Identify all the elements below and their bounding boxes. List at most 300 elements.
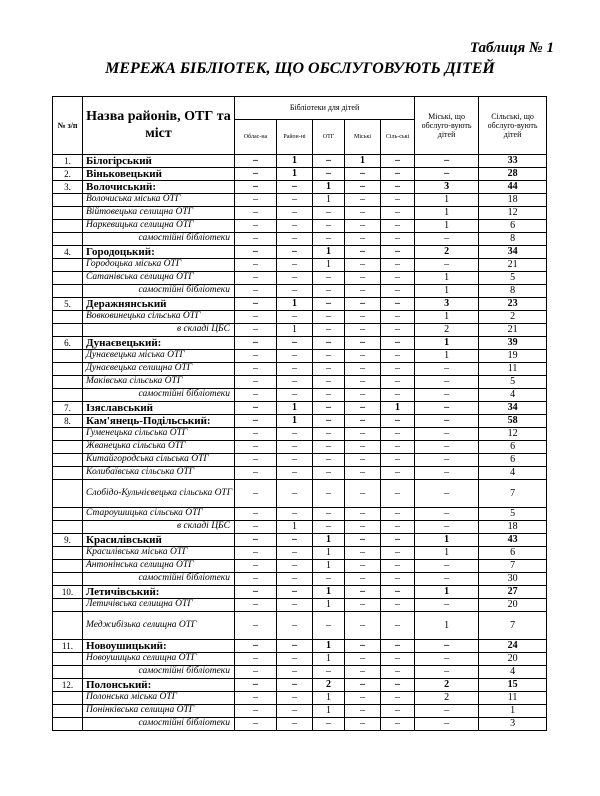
row-value: – bbox=[235, 428, 277, 441]
row-value: 1 bbox=[415, 285, 479, 298]
row-value: – bbox=[415, 363, 479, 376]
table-row bbox=[53, 705, 547, 718]
row-name: в складі ЦБС bbox=[83, 521, 235, 534]
row-value: – bbox=[235, 415, 277, 428]
row-value: – bbox=[235, 640, 277, 653]
row-value: – bbox=[345, 415, 381, 428]
row-name: Кам'янець-Подільський: bbox=[83, 415, 235, 428]
row-value: – bbox=[415, 233, 479, 246]
row-name: Красилівська міська ОТГ bbox=[83, 547, 235, 560]
row-value: – bbox=[277, 337, 313, 350]
row-value: – bbox=[235, 194, 277, 207]
row-value: 1 bbox=[415, 337, 479, 350]
row-value: – bbox=[313, 311, 345, 324]
row-value: – bbox=[313, 718, 345, 731]
row-value: – bbox=[381, 653, 415, 666]
row-name: Китайгородська сільська ОТГ bbox=[83, 454, 235, 467]
row-value: – bbox=[313, 233, 345, 246]
row-value: – bbox=[235, 467, 277, 480]
row-value: – bbox=[381, 272, 415, 285]
table-row bbox=[53, 259, 547, 272]
header-name: Назва районів, ОТГ та міст bbox=[83, 97, 235, 155]
table-row bbox=[53, 194, 547, 207]
row-number: 4. bbox=[53, 246, 83, 259]
row-number bbox=[53, 389, 83, 402]
table-row bbox=[53, 508, 547, 521]
row-value: – bbox=[235, 233, 277, 246]
row-name: Маківська сільська ОТГ bbox=[83, 376, 235, 389]
row-value: – bbox=[277, 376, 313, 389]
table-row bbox=[53, 376, 547, 389]
row-value: – bbox=[345, 220, 381, 233]
row-value: 1 bbox=[415, 272, 479, 285]
row-value: – bbox=[381, 350, 415, 363]
row-value: 1 bbox=[313, 181, 345, 194]
row-value: 1 bbox=[313, 705, 345, 718]
row-value: – bbox=[381, 441, 415, 454]
row-value: – bbox=[415, 705, 479, 718]
row-value: 1 bbox=[277, 168, 313, 181]
row-value: – bbox=[415, 415, 479, 428]
row-value: – bbox=[235, 679, 277, 692]
row-value: – bbox=[415, 653, 479, 666]
table-row bbox=[53, 640, 547, 653]
row-value: 1 bbox=[313, 640, 345, 653]
row-value: 1 bbox=[277, 155, 313, 168]
row-name: Понінківська селищна ОТГ bbox=[83, 705, 235, 718]
row-value: 1 bbox=[415, 534, 479, 547]
row-value: 1 bbox=[313, 547, 345, 560]
row-number bbox=[53, 599, 83, 612]
table-row bbox=[53, 220, 547, 233]
row-value: – bbox=[381, 194, 415, 207]
table-row bbox=[53, 441, 547, 454]
row-value: 1 bbox=[415, 207, 479, 220]
row-value: 1 bbox=[381, 402, 415, 415]
row-value: – bbox=[277, 653, 313, 666]
row-value: – bbox=[235, 220, 277, 233]
row-value: – bbox=[381, 337, 415, 350]
row-value: – bbox=[381, 363, 415, 376]
row-number bbox=[53, 521, 83, 534]
row-value: – bbox=[277, 233, 313, 246]
row-number bbox=[53, 441, 83, 454]
row-value: – bbox=[313, 612, 345, 640]
row-value: – bbox=[345, 586, 381, 599]
row-value: – bbox=[415, 441, 479, 454]
row-number bbox=[53, 666, 83, 679]
row-name: Красилівський bbox=[83, 534, 235, 547]
table-number: Таблиця № 1 bbox=[469, 40, 554, 56]
row-value: 3 bbox=[415, 298, 479, 311]
row-value: – bbox=[381, 599, 415, 612]
row-number bbox=[53, 233, 83, 246]
row-number bbox=[53, 194, 83, 207]
row-value: – bbox=[313, 155, 345, 168]
row-value: – bbox=[235, 207, 277, 220]
row-value: – bbox=[235, 389, 277, 402]
row-name: Полонський: bbox=[83, 679, 235, 692]
row-value: – bbox=[235, 155, 277, 168]
row-name: в складі ЦБС bbox=[83, 324, 235, 337]
row-value: 43 bbox=[479, 534, 547, 547]
row-value: – bbox=[345, 376, 381, 389]
libraries-table bbox=[52, 96, 547, 731]
row-value: – bbox=[277, 480, 313, 508]
row-value: – bbox=[235, 480, 277, 508]
row-value: – bbox=[345, 612, 381, 640]
row-value: – bbox=[277, 350, 313, 363]
row-value: – bbox=[381, 389, 415, 402]
row-value: – bbox=[415, 560, 479, 573]
row-name: Полонська міська ОТГ bbox=[83, 692, 235, 705]
row-value: 1 bbox=[313, 560, 345, 573]
row-name: самостійні бібліотеки bbox=[83, 573, 235, 586]
row-name: Гуменецька сільська ОТГ bbox=[83, 428, 235, 441]
row-value: – bbox=[235, 653, 277, 666]
row-value: – bbox=[415, 389, 479, 402]
header-otg: ОТГ bbox=[313, 120, 345, 155]
row-number bbox=[53, 705, 83, 718]
row-value: 1 bbox=[277, 324, 313, 337]
row-value: 1 bbox=[415, 311, 479, 324]
row-value: – bbox=[277, 718, 313, 731]
row-value: – bbox=[235, 508, 277, 521]
row-value: – bbox=[277, 389, 313, 402]
row-value: – bbox=[345, 350, 381, 363]
row-value: 5 bbox=[479, 508, 547, 521]
row-value: 1 bbox=[277, 521, 313, 534]
table-row bbox=[53, 337, 547, 350]
row-number bbox=[53, 285, 83, 298]
row-value: – bbox=[381, 705, 415, 718]
row-value: – bbox=[345, 705, 381, 718]
row-number bbox=[53, 692, 83, 705]
row-value: – bbox=[277, 508, 313, 521]
row-value: 8 bbox=[479, 233, 547, 246]
row-value: – bbox=[381, 220, 415, 233]
row-value: – bbox=[381, 233, 415, 246]
table-row bbox=[53, 233, 547, 246]
row-value: – bbox=[277, 441, 313, 454]
row-value: – bbox=[235, 573, 277, 586]
row-value: – bbox=[235, 272, 277, 285]
row-value: – bbox=[277, 534, 313, 547]
table-row bbox=[53, 666, 547, 679]
row-value: – bbox=[277, 272, 313, 285]
page-title: МЕРЕЖА БІБЛІОТЕК, ЩО ОБСЛУГОВУЮТЬ ДІТЕЙ bbox=[105, 60, 495, 77]
row-number bbox=[53, 350, 83, 363]
row-value: – bbox=[235, 705, 277, 718]
row-value: – bbox=[313, 207, 345, 220]
row-value: – bbox=[277, 259, 313, 272]
row-name: Меджибізька селищна ОТГ bbox=[83, 612, 235, 640]
row-number bbox=[53, 454, 83, 467]
row-value: – bbox=[235, 534, 277, 547]
table-row bbox=[53, 272, 547, 285]
row-value: 5 bbox=[479, 376, 547, 389]
row-value: – bbox=[381, 415, 415, 428]
table-row bbox=[53, 573, 547, 586]
row-value: – bbox=[313, 337, 345, 350]
row-value: – bbox=[345, 311, 381, 324]
row-name: Деражнянський bbox=[83, 298, 235, 311]
row-value: 6 bbox=[479, 547, 547, 560]
row-value: – bbox=[345, 363, 381, 376]
row-value: – bbox=[345, 285, 381, 298]
row-value: – bbox=[345, 599, 381, 612]
table-row bbox=[53, 612, 547, 640]
row-value: 18 bbox=[479, 194, 547, 207]
row-number: 5. bbox=[53, 298, 83, 311]
row-number bbox=[53, 207, 83, 220]
row-value: 34 bbox=[479, 402, 547, 415]
row-value: 15 bbox=[479, 679, 547, 692]
row-value: – bbox=[277, 207, 313, 220]
row-value: – bbox=[277, 220, 313, 233]
row-value: – bbox=[381, 467, 415, 480]
row-value: – bbox=[277, 363, 313, 376]
row-name: Жванецька сільська ОТГ bbox=[83, 441, 235, 454]
row-value: 12 bbox=[479, 207, 547, 220]
row-value: – bbox=[277, 181, 313, 194]
row-name: Ізяславський bbox=[83, 402, 235, 415]
row-value: – bbox=[381, 155, 415, 168]
row-value: – bbox=[345, 480, 381, 508]
row-name: Білогірський bbox=[83, 155, 235, 168]
row-value: – bbox=[381, 692, 415, 705]
row-value: 2 bbox=[415, 246, 479, 259]
row-name: Летичівський: bbox=[83, 586, 235, 599]
row-value: – bbox=[235, 363, 277, 376]
row-value: – bbox=[381, 428, 415, 441]
row-number: 6. bbox=[53, 337, 83, 350]
table-row bbox=[53, 480, 547, 508]
row-number bbox=[53, 272, 83, 285]
row-value: – bbox=[313, 376, 345, 389]
table-row bbox=[53, 168, 547, 181]
row-value: – bbox=[381, 666, 415, 679]
table-row bbox=[53, 181, 547, 194]
row-name: Волочиська міська ОТГ bbox=[83, 194, 235, 207]
row-value: – bbox=[415, 599, 479, 612]
table-row bbox=[53, 679, 547, 692]
row-name: самостійні бібліотеки bbox=[83, 233, 235, 246]
row-name: Летичівська селищна ОТГ bbox=[83, 599, 235, 612]
row-value: – bbox=[277, 612, 313, 640]
row-value: – bbox=[415, 155, 479, 168]
row-number bbox=[53, 376, 83, 389]
row-value: – bbox=[345, 653, 381, 666]
row-value: – bbox=[277, 666, 313, 679]
row-value: – bbox=[235, 376, 277, 389]
header-city-serving: Міські, що обслуго-вують дітей bbox=[415, 97, 479, 155]
row-value: 1 bbox=[415, 350, 479, 363]
row-number: 10. bbox=[53, 586, 83, 599]
row-value: 1 bbox=[313, 259, 345, 272]
row-number bbox=[53, 508, 83, 521]
row-value: – bbox=[345, 534, 381, 547]
row-value: – bbox=[313, 168, 345, 181]
row-number: 1. bbox=[53, 155, 83, 168]
row-value: – bbox=[277, 194, 313, 207]
row-value: 1 bbox=[277, 415, 313, 428]
row-value: 6 bbox=[479, 220, 547, 233]
row-value: 7 bbox=[479, 480, 547, 508]
row-value: 58 bbox=[479, 415, 547, 428]
row-name: Війтовецька селищна ОТГ bbox=[83, 207, 235, 220]
row-value: – bbox=[235, 547, 277, 560]
row-value: – bbox=[235, 350, 277, 363]
row-value: – bbox=[345, 207, 381, 220]
row-value: – bbox=[415, 259, 479, 272]
row-value: – bbox=[381, 259, 415, 272]
row-value: – bbox=[313, 521, 345, 534]
row-value: 5 bbox=[479, 272, 547, 285]
row-value: – bbox=[381, 508, 415, 521]
row-name: самостійні бібліотеки bbox=[83, 285, 235, 298]
table-row bbox=[53, 402, 547, 415]
table-row bbox=[53, 547, 547, 560]
row-value: – bbox=[415, 168, 479, 181]
row-value: 1 bbox=[313, 586, 345, 599]
row-value: – bbox=[381, 454, 415, 467]
table-row bbox=[53, 560, 547, 573]
row-value: 1 bbox=[345, 155, 381, 168]
row-value: – bbox=[235, 324, 277, 337]
row-value: – bbox=[345, 272, 381, 285]
row-value: – bbox=[313, 389, 345, 402]
row-value: 20 bbox=[479, 653, 547, 666]
table-row bbox=[53, 653, 547, 666]
table-row bbox=[53, 155, 547, 168]
row-value: 2 bbox=[415, 679, 479, 692]
row-value: – bbox=[313, 573, 345, 586]
row-name: Слобідо-Кульчієвецька сільська ОТГ bbox=[83, 480, 235, 508]
row-name: Антонінська селищна ОТГ bbox=[83, 560, 235, 573]
row-value: – bbox=[345, 168, 381, 181]
row-value: 1 bbox=[415, 586, 479, 599]
row-value: – bbox=[381, 547, 415, 560]
row-value: 20 bbox=[479, 599, 547, 612]
row-value: – bbox=[345, 666, 381, 679]
row-value: 23 bbox=[479, 298, 547, 311]
row-value: – bbox=[277, 599, 313, 612]
row-value: 1 bbox=[313, 692, 345, 705]
row-value: – bbox=[415, 508, 479, 521]
row-value: – bbox=[313, 480, 345, 508]
row-value: – bbox=[381, 168, 415, 181]
row-name: Новоушицький: bbox=[83, 640, 235, 653]
row-value: – bbox=[415, 640, 479, 653]
row-value: – bbox=[345, 441, 381, 454]
row-name: Колибаївська сільська ОТГ bbox=[83, 467, 235, 480]
row-name: Вовковинецька сільська ОТГ bbox=[83, 311, 235, 324]
row-value: – bbox=[345, 233, 381, 246]
table-row bbox=[53, 350, 547, 363]
row-value: 21 bbox=[479, 259, 547, 272]
row-value: 12 bbox=[479, 428, 547, 441]
row-value: 7 bbox=[479, 560, 547, 573]
row-value: – bbox=[235, 560, 277, 573]
row-value: – bbox=[381, 521, 415, 534]
row-number bbox=[53, 612, 83, 640]
row-value: – bbox=[277, 285, 313, 298]
table-row bbox=[53, 415, 547, 428]
row-value: – bbox=[235, 402, 277, 415]
row-name: Дунаєвецький: bbox=[83, 337, 235, 350]
row-value: – bbox=[415, 467, 479, 480]
row-value: – bbox=[381, 246, 415, 259]
row-value: – bbox=[235, 441, 277, 454]
table-row bbox=[53, 534, 547, 547]
row-value: – bbox=[415, 376, 479, 389]
row-value: 1 bbox=[415, 220, 479, 233]
row-value: – bbox=[277, 467, 313, 480]
row-value: – bbox=[381, 324, 415, 337]
row-number bbox=[53, 718, 83, 731]
row-number bbox=[53, 480, 83, 508]
row-value: 1 bbox=[415, 194, 479, 207]
table-row bbox=[53, 324, 547, 337]
row-value: – bbox=[345, 640, 381, 653]
row-value: – bbox=[313, 363, 345, 376]
row-value: – bbox=[313, 467, 345, 480]
row-value: – bbox=[345, 718, 381, 731]
row-value: – bbox=[415, 718, 479, 731]
row-value: – bbox=[313, 666, 345, 679]
row-name: самостійні бібліотеки bbox=[83, 389, 235, 402]
row-number: 8. bbox=[53, 415, 83, 428]
row-value: 1 bbox=[415, 612, 479, 640]
row-value: – bbox=[415, 402, 479, 415]
row-value: 28 bbox=[479, 168, 547, 181]
row-value: – bbox=[345, 467, 381, 480]
row-value: – bbox=[345, 508, 381, 521]
row-value: – bbox=[381, 311, 415, 324]
row-value: 1 bbox=[313, 246, 345, 259]
row-value: – bbox=[313, 324, 345, 337]
row-value: 4 bbox=[479, 467, 547, 480]
row-value: – bbox=[235, 298, 277, 311]
table-row bbox=[53, 454, 547, 467]
row-value: 1 bbox=[415, 547, 479, 560]
table-row bbox=[53, 363, 547, 376]
row-value: – bbox=[415, 480, 479, 508]
row-value: – bbox=[235, 718, 277, 731]
row-value: – bbox=[381, 285, 415, 298]
row-number bbox=[53, 428, 83, 441]
row-value: 21 bbox=[479, 324, 547, 337]
row-value: – bbox=[381, 679, 415, 692]
row-value: – bbox=[345, 521, 381, 534]
row-number bbox=[53, 560, 83, 573]
row-name: Староушицька сільська ОТГ bbox=[83, 508, 235, 521]
row-value: – bbox=[313, 272, 345, 285]
row-value: 2 bbox=[313, 679, 345, 692]
row-value: – bbox=[277, 705, 313, 718]
row-value: – bbox=[313, 402, 345, 415]
row-value: – bbox=[381, 480, 415, 508]
row-value: – bbox=[345, 560, 381, 573]
row-value: – bbox=[381, 612, 415, 640]
row-value: 27 bbox=[479, 586, 547, 599]
row-value: 1 bbox=[313, 534, 345, 547]
header-city: Міські bbox=[345, 120, 381, 155]
row-value: – bbox=[381, 181, 415, 194]
row-name: Дунаєвецька селищна ОТГ bbox=[83, 363, 235, 376]
row-value: – bbox=[277, 692, 313, 705]
